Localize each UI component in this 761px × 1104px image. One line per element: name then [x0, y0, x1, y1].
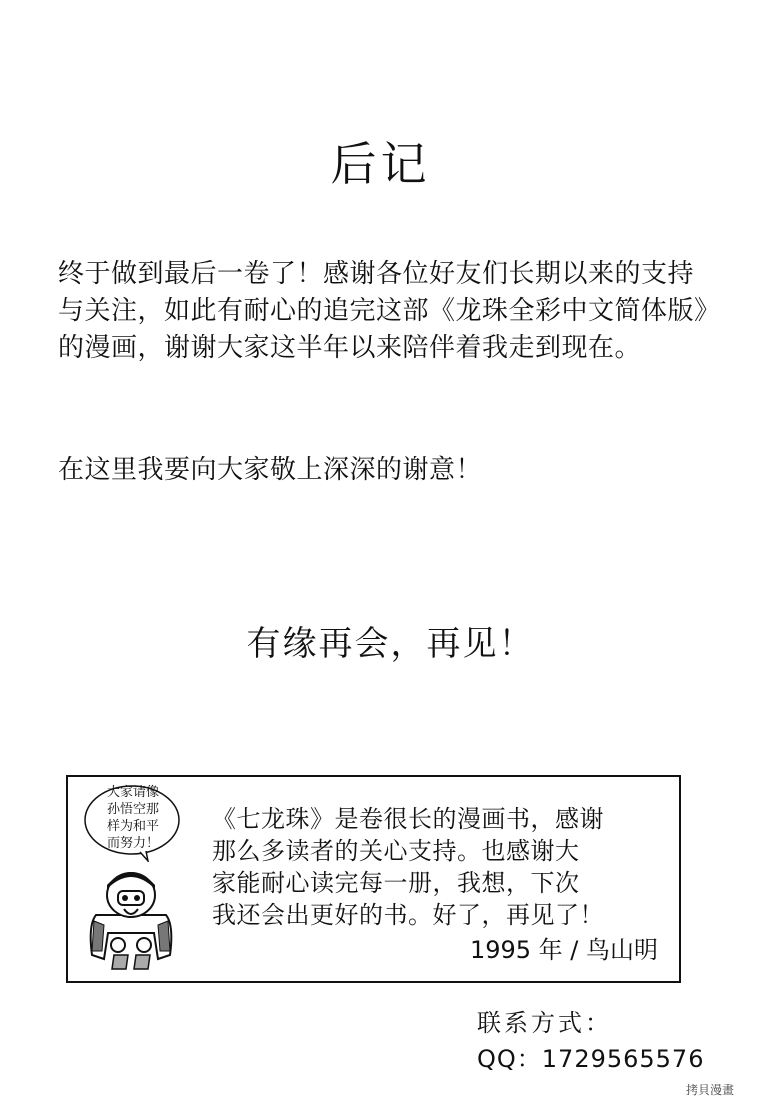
- bubble-line: 而努力！: [106, 836, 159, 851]
- author-quote: [212, 803, 662, 931]
- quote-line: 我还会出更好的书。好了，再见了！: [212, 901, 604, 929]
- bubble-line: 大家请像: [106, 785, 159, 800]
- afterword-paragraph-1: 终于做到最后一卷了！感谢各位好友们长期以来的支持与关注，如此有耐心的追完这部《龙珠全彩中文简体版》的漫画，谢谢大家这半年以来陪伴着我走到现在。: [58, 259, 708, 363]
- contact-label: 联系方式：: [477, 1009, 612, 1037]
- watermark: 拷貝漫畫: [686, 1083, 735, 1097]
- page-title: 后记: [330, 137, 431, 191]
- bubble-line: 孙悟空那: [106, 802, 159, 817]
- contact-qq: QQ：1729565576: [477, 1045, 705, 1073]
- bubble-line: 样为和平: [106, 819, 159, 834]
- speech-bubble-text: [84, 784, 182, 852]
- author-signature: 1995 年 / 鸟山明: [469, 936, 658, 964]
- quote-line: 家能耐心读完每一册，我想，下次: [212, 869, 580, 897]
- author-mascot-illustration: [74, 855, 189, 975]
- quote-line: 《七龙珠》是卷很长的漫画书，感谢: [212, 805, 604, 833]
- quote-line: 那么多读者的关心支持。也感谢大: [212, 837, 580, 865]
- farewell-line: 有缘再会，再见！: [246, 624, 535, 664]
- afterword-paragraph-2: 在这里我要向大家敬上深深的谢意！: [58, 455, 483, 485]
